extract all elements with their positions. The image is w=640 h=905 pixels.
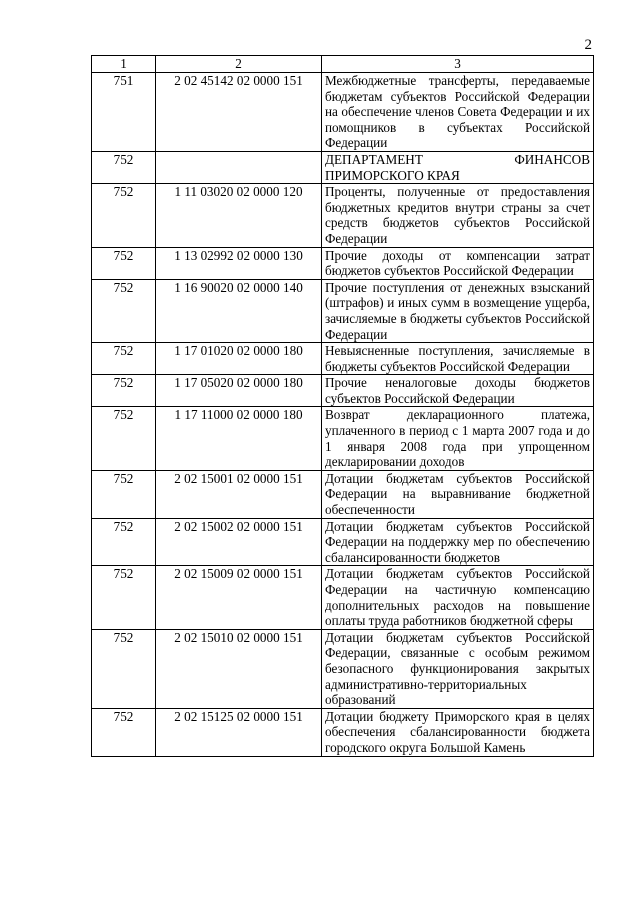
revenue-name-cell: Возврат декларационного платежа, уплаченного в период с 1 марта 2007 года и до 1 января 2008 года при упрощенном декларировании доходов [322,407,594,470]
revenue-name-cell: Проценты, полученные от предоставления бюджетных кредитов внутри страны за счет средств бюджетов субъектов Российской Федерации [322,184,594,247]
table-header-row [92,56,594,73]
revenue-name-cell: Дотации бюджету Приморского края в целях обеспечения сбалансированности бюджета городского округа Большой Камень [322,708,594,756]
admin-code-cell: 752 [92,247,156,279]
revenue-name-cell: Дотации бюджетам субъектов Российской Федерации на поддержку мер по обеспечению сбалансированности бюджетов [322,518,594,566]
table-row [92,184,594,247]
table-row [92,629,594,708]
admin-code-cell: 752 [92,566,156,629]
budget-code-cell: 1 11 03020 02 0000 120 [156,184,322,247]
admin-code-cell: 752 [92,375,156,407]
admin-code-cell: 752 [92,343,156,375]
budget-code-cell: 2 02 15002 02 0000 151 [156,518,322,566]
admin-code-cell: 752 [92,151,156,183]
budget-code-cell: 2 02 15001 02 0000 151 [156,470,322,518]
budget-code-cell: 2 02 15009 02 0000 151 [156,566,322,629]
budget-code-cell: 1 17 05020 02 0000 180 [156,375,322,407]
admin-code-cell: 752 [92,407,156,470]
admin-code-cell: 752 [92,629,156,708]
budget-code-cell: 1 17 01020 02 0000 180 [156,343,322,375]
column-header-name: 3 [322,56,594,73]
admin-code-cell: 752 [92,279,156,342]
table-row [92,151,594,183]
budget-code-cell [156,151,322,183]
revenue-name-cell: Дотации бюджетам субъектов Российской Федерации на выравнивание бюджетной обеспеченности [322,470,594,518]
table-row [92,708,594,756]
budget-code-cell: 2 02 15010 02 0000 151 [156,629,322,708]
budget-code-cell: 1 13 02992 02 0000 130 [156,247,322,279]
revenue-name-cell: Межбюджетные трансферты, передаваемые бюджетам субъектов Российской Федерации на обеспечение членов Совета Федерации и их помощников в субъектах Российской Федерации [322,73,594,152]
admin-code-cell: 752 [92,708,156,756]
table-row [92,407,594,470]
budget-code-cell: 2 02 15125 02 0000 151 [156,708,322,756]
admin-code-cell: 752 [92,470,156,518]
table-row [92,566,594,629]
page-number: 2 [584,37,592,53]
table-row [92,279,594,342]
admin-code-cell: 751 [92,73,156,152]
revenue-name-cell: Прочие поступления от денежных взысканий (штрафов) и иных сумм в возмещение ущерба, зачисляемые в бюджеты субъектов Российской Федерации [322,279,594,342]
revenue-name-cell: Прочие доходы от компенсации затрат бюджетов субъектов Российской Федерации [322,247,594,279]
budget-code-cell: 1 16 90020 02 0000 140 [156,279,322,342]
table-row [92,247,594,279]
table-row [92,375,594,407]
admin-code-cell: 752 [92,184,156,247]
column-header-code: 2 [156,56,322,73]
revenue-name-cell: Дотации бюджетам субъектов Российской Федерации, связанные с особым режимом безопасного функционирования закрытых административно-территориальных образований [322,629,594,708]
budget-classification-table [91,55,594,757]
department-name-cell: ДЕПАРТАМЕНТ ФИНАНСОВ ПРИМОРСКОГО КРАЯ [322,151,594,183]
table-row [92,73,594,152]
budget-code-cell: 1 17 11000 02 0000 180 [156,407,322,470]
table-row [92,518,594,566]
table-row [92,470,594,518]
revenue-name-cell: Прочие неналоговые доходы бюджетов субъектов Российской Федерации [322,375,594,407]
revenue-name-cell: Невыясненные поступления, зачисляемые в бюджеты субъектов Российской Федерации [322,343,594,375]
table-row [92,343,594,375]
column-header-admin: 1 [92,56,156,73]
admin-code-cell: 752 [92,518,156,566]
budget-code-cell: 2 02 45142 02 0000 151 [156,73,322,152]
revenue-name-cell: Дотации бюджетам субъектов Российской Федерации на частичную компенсацию дополнительных расходов на повышение оплаты труда работников бюджетной сферы [322,566,594,629]
